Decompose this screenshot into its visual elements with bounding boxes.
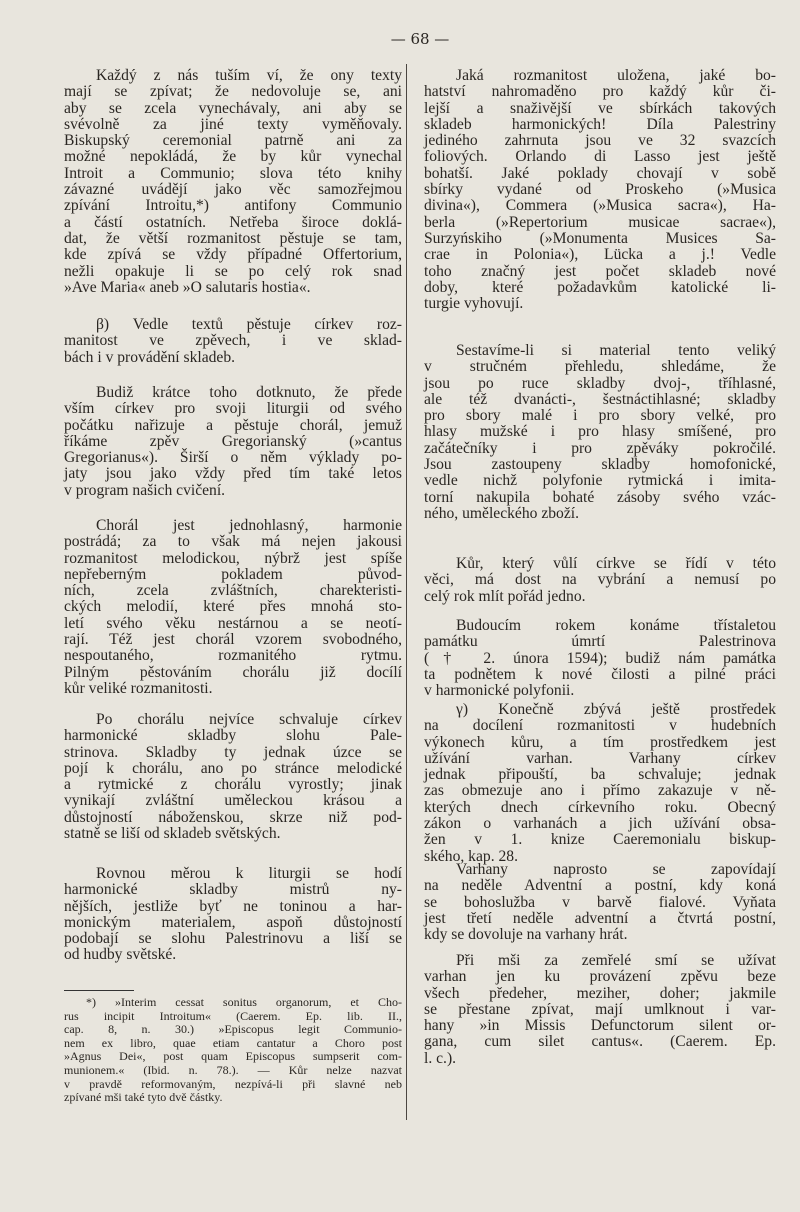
page-number: — 68 — — [390, 30, 450, 48]
text-line: »Ave Maria« aneb »O salutaris hostia«. — [64, 278, 311, 296]
text-line: hlasy mužské i pro hlasy smíšené, pro — [424, 423, 776, 441]
text-line: varhan jen ku provázení zpěvu beze — [424, 968, 776, 986]
text-line: skladeb harmonických! Díla Palestriny — [424, 115, 776, 133]
text-line: foliových. Orlando di Lasso jest ještě — [424, 148, 776, 166]
text-line: v program našich cvičení. — [64, 481, 226, 499]
text-line: nespoutaného, rozmanitého rytmu. — [64, 647, 402, 665]
footnote-rule — [64, 990, 134, 991]
text-line: rus incipit Introitum« (Caerem. Ep. lib. II., — [64, 1008, 402, 1023]
text-line: Po chorálu nejvíce schvaluje církev — [96, 711, 402, 728]
text-line: na neděle Adventní a postní, kdy koná — [424, 877, 776, 895]
text-line: gana, cum silet cantus«. (Caerem. Ep. — [424, 1033, 776, 1051]
paragraph — [424, 556, 776, 605]
text-line: dat, že větší rozmanitost pěstuje se tam, — [64, 229, 402, 247]
text-line: nepřeberným pokladem původ- — [64, 565, 402, 583]
paragraph — [424, 702, 776, 865]
paragraph — [424, 618, 776, 699]
text-line: zákon o varhanách a jich užívání obsa- — [424, 815, 776, 833]
text-line: Pilným pěstováním chorálu již docílí — [64, 663, 402, 681]
text-line: počátku nařizuje a pěstuje chorál, jemuž — [64, 416, 402, 434]
text-line: v harmonické polyfonii. — [424, 682, 575, 700]
text-line: kterých dnech církevního roku. Obecný — [424, 798, 776, 816]
text-line: kde zpívá se vždy případné Offertorium, — [64, 246, 402, 264]
text-line: monickým materialem, aspoň důstojností — [64, 913, 402, 931]
text-line: letí svého věku nestárnou a se neotí- — [64, 614, 402, 632]
text-line: žen v 1. knize Caeremonialu biskup- — [424, 831, 776, 849]
text-line: nem ex libro, quae etiam cantatur a Choro post — [64, 1035, 402, 1050]
text-line: Budoucím rokem konáme třístaletou — [456, 617, 776, 634]
text-line: Budiž krátce toho dotknuto, že přede — [96, 384, 402, 401]
text-line: bohatší. Jaké poklady chovají v sobě — [424, 164, 776, 182]
text-line: divina«), Commera (»Musica sacra«), Ha- — [424, 197, 776, 215]
text-line: Jaká rozmanitost uložena, jaké bo- — [456, 67, 776, 84]
text-line: harmonické skladby slohu Pale- — [64, 727, 402, 745]
text-line: Gregorianus«). Širší o něm výklady po- — [64, 449, 402, 467]
text-line: ních, zcela zvláštních, charekteristi- — [64, 582, 402, 600]
text-line: l. c.). — [424, 1049, 457, 1067]
text-line: lejší a snaživější ve sbírkách takových — [424, 99, 776, 117]
text-line: Introit a Communio; slova této knihy — [64, 164, 402, 182]
text-line: ského, kap. 28. — [424, 847, 518, 865]
text-line: a částí ostatních. Netřeba široce doklá- — [64, 213, 402, 231]
text-line: Rovnou měrou k liturgii se hodí — [96, 865, 402, 882]
paragraph — [64, 712, 402, 842]
text-line: bách i v provádění skladeb. — [64, 348, 236, 366]
text-line: pojí k chorálu, ano po stránce melodické — [64, 759, 402, 777]
text-line: aby se zcela vynechávaly, ani aby se — [64, 99, 402, 117]
paragraph — [424, 862, 776, 943]
text-line: svévolně za jiné texty vyměňovaly. — [64, 115, 402, 133]
text-line: († 2. února 1594); budiž nám památka — [424, 649, 776, 667]
text-line: ta podnětem k nové čilosti a pilné práci — [424, 665, 776, 683]
text-line: γ) Konečně zbývá ještě prostředek — [456, 701, 776, 718]
text-line: berla (»Repertorium musicae sacrae«), — [424, 213, 776, 231]
text-line: ckých melodií, které přes mnohá sto- — [64, 598, 402, 616]
text-line: v stručném přehledu, shledáme, že — [424, 358, 776, 376]
paragraph — [64, 385, 402, 499]
text-line: munionem.« (Ibid. n. 78.). — Kůr nelze nazvat — [64, 1062, 402, 1077]
text-line: pro sbory malé i pro sbory velké, pro — [424, 407, 776, 425]
text-line: mají se zpívat; že nedovoluje se, ani — [64, 83, 402, 101]
text-line: vynikají zvláštní uměleckou krásou a — [64, 792, 402, 810]
text-line: se přestane zpívat, mají umlknout i var- — [424, 1000, 776, 1018]
text-line: na docílení rozmanitosti v hudebních — [424, 717, 776, 735]
text-line: jest třetí neděle adventní a čtvrtá postní, — [424, 909, 776, 927]
text-line: Každý z nás tuším ví, že ony texty — [96, 67, 402, 84]
text-line: hatství nahromaděno pro každý kůr či- — [424, 83, 776, 101]
text-line: možné nepokládá, že by kůr vynechal — [64, 148, 402, 166]
paragraph — [64, 518, 402, 697]
text-line: důstojností náboženskou, skrze niž pod- — [64, 808, 402, 826]
text-line: »Agnus Dei«, post quam Episcopus sumpserit com- — [64, 1049, 402, 1064]
text-line: rají. Též jest chorál vzorem svobodného, — [64, 631, 402, 649]
paragraph — [64, 68, 402, 296]
text-line: crae in Polonia«), Lücka a j.! Vedle — [424, 246, 776, 264]
text-line: zas obmezuje ano i přímo zakazuje v ně- — [424, 782, 776, 800]
text-line: výkonech kůru, a tím prostředkem jest — [424, 733, 776, 751]
text-line: jednak připouští, ba schvaluje; jednak — [424, 766, 776, 784]
text-line: ale též dvanácti-, šestnáctihlasné; skladby — [424, 390, 776, 408]
text-line: sbírky vydané od Proskeho (»Musica — [424, 181, 776, 199]
text-line: v pravdě reformovaným, nezpívá-li při slavné neb — [64, 1076, 402, 1091]
text-line: začátečníky i pro zpěváky pokročilé. — [424, 439, 776, 457]
paragraph — [424, 68, 776, 312]
text-line: vším církev pro svoji liturgii od svého — [64, 400, 402, 418]
text-line: jediného zahrnuta jsou ve 32 svazcích — [424, 132, 776, 150]
text-line: strinova. Skladby ty jednak úzce se — [64, 743, 402, 761]
paragraph — [424, 953, 776, 1067]
text-line: všech předeher, meziher, doher; jakmile — [424, 984, 776, 1002]
paragraph — [64, 317, 402, 366]
text-line: harmonické skladby mistrů ny- — [64, 881, 402, 899]
text-line: Kůr, který vůlí církve se řídí v této — [456, 555, 776, 572]
text-line: postrádá; za to však má nejen jakousi — [64, 533, 402, 551]
text-line: doby, které požadavkům katolické li- — [424, 278, 776, 296]
text-line: Jsou zastoupeny skladby homofonické, — [424, 456, 776, 474]
text-line: jaty jsou jako vždy před tím také letos — [64, 465, 402, 483]
text-line: Sestavíme-li si material tento veliký — [456, 342, 776, 359]
text-line: se bohoslužba v barvě fialové. Vyňata — [424, 893, 776, 911]
text-line: památku úmrtí Palestrinova — [424, 633, 776, 651]
text-line: *) »Interim cessat sonitus organorum, et Cho- — [86, 995, 402, 1009]
paragraph — [64, 866, 402, 964]
text-line: kdy se dovoluje na varhany hrát. — [424, 926, 628, 944]
text-line: zpívané mši také tyto dvě částky. — [64, 1090, 223, 1105]
text-line: cap. 8, n. 30.) »Episcopus legit Communio- — [64, 1022, 402, 1037]
text-line: celý rok mlít pořád jedno. — [424, 587, 586, 605]
text-line: závazné uvádějí jako věc samozřejmou — [64, 181, 402, 199]
text-line: vedle nichž polyfonie rytmická i imita- — [424, 472, 776, 490]
text-line: manitost ve zpěvech, i ve sklad- — [64, 332, 402, 350]
text-line: Varhany naprosto se zapovídají — [456, 861, 776, 878]
text-line: kůr veliké rozmanitosti. — [64, 679, 213, 697]
text-line: věci, má dost na vybrání a nemusí po — [424, 571, 776, 589]
text-line: ného, uměleckého zboží. — [424, 504, 580, 522]
text-line: toho značný jest počet skladeb nové — [424, 262, 776, 280]
footnote — [64, 996, 402, 1105]
text-line: hany »in Missis Defunctorum silent or- — [424, 1017, 776, 1035]
paragraph — [424, 343, 776, 522]
text-line: Surzyńskiho (»Monumenta Musices Sa- — [424, 229, 776, 247]
text-line: a rytmické z chorálu vyrostly; jinak — [64, 776, 402, 794]
text-line: podobají se slohu Palestrinovu a liší se — [64, 930, 402, 948]
text-line: užívání varhan. Varhany církev — [424, 749, 776, 767]
text-line: zpívání Introitu,*) antifony Communio — [64, 197, 402, 215]
text-line: jsou po ruce skladby dvoj-, tříhlasné, — [424, 374, 776, 392]
column-divider — [406, 64, 407, 1120]
text-line: nějších, jestliže byť ne toninou a har- — [64, 897, 402, 915]
text-line: β) Vedle textů pěstuje církev roz- — [96, 316, 402, 333]
text-line: Při mši za zemřelé smí se užívat — [456, 952, 776, 969]
text-line: říkáme zpěv Gregorianský (»cantus — [64, 432, 402, 450]
text-line: od hudby světské. — [64, 946, 177, 964]
text-line: Chorál jest jednohlasný, harmonie — [96, 517, 402, 534]
text-line: rozmanitost melodickou, nýbrž jest spíše — [64, 549, 402, 567]
text-line: torní nakupila bohaté zásoby svého vzác- — [424, 488, 776, 506]
text-line: Biskupský ceremonial patrně ani za — [64, 132, 402, 150]
text-line: turgie vyhovují. — [424, 295, 524, 313]
text-line: nežli opakuje li se po celý rok snad — [64, 262, 402, 280]
text-line: statně se liší od skladeb světských. — [64, 825, 281, 843]
